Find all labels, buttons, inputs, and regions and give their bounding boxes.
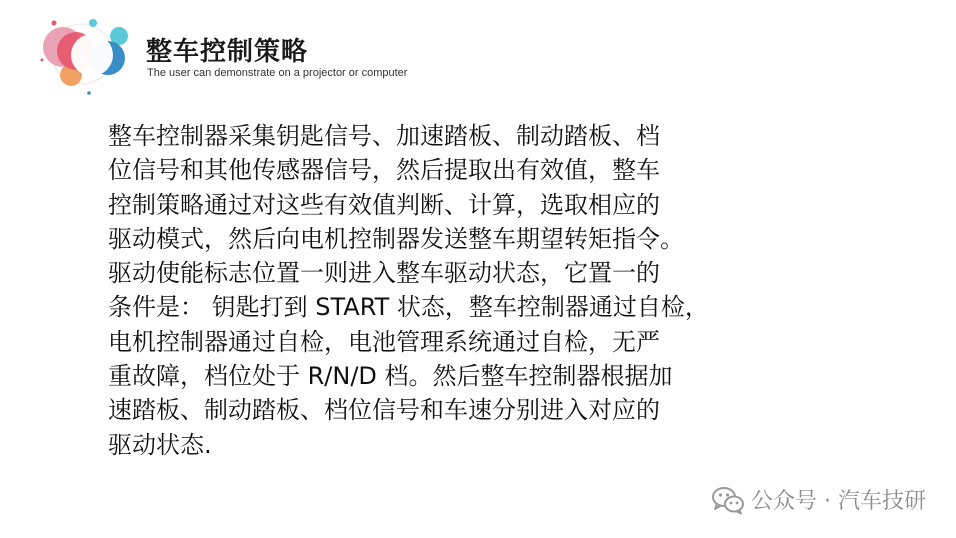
wechat-icon xyxy=(711,485,745,515)
watermark xyxy=(711,484,926,515)
body-line: 驱动模式，然后向电机控制器发送整车期望转矩指令。 xyxy=(108,224,684,253)
body-paragraph xyxy=(108,119,768,462)
body-line: 位信号和其他传感器信号，然后提取出有效值，整车 xyxy=(108,156,660,185)
body-line: 整车控制器采集钥匙信号、加速踏板、制动踏板、档 xyxy=(108,122,660,150)
body-line: 重故障，档位处于 R/N/D 档。然后整车控制器根据加 xyxy=(108,362,673,391)
body-line: 电机控制器通过自检，电池管理系统通过自检，无严 xyxy=(108,327,660,356)
page-title: 整车控制策略 xyxy=(146,37,309,67)
body-line: 驱动使能标志位置一则进入整车驱动状态，它置一的 xyxy=(108,259,660,288)
body-line: 条件是： 钥匙打到 START 状态，整车控制器通过自检， xyxy=(108,293,709,322)
body-line: 速踏板、制动踏板、档位信号和车速分别进入对应的 xyxy=(108,396,660,425)
watermark-text: 公众号 · 汽车技研 xyxy=(751,489,926,514)
logo-circles-icon xyxy=(36,14,136,96)
page-subtitle: The user can demonstrate on a projector or computer xyxy=(147,67,408,79)
body-line: 控制策略通过对这些有效值判断、计算，选取相应的 xyxy=(108,190,660,219)
body-line: 驱动状态. xyxy=(108,430,212,459)
